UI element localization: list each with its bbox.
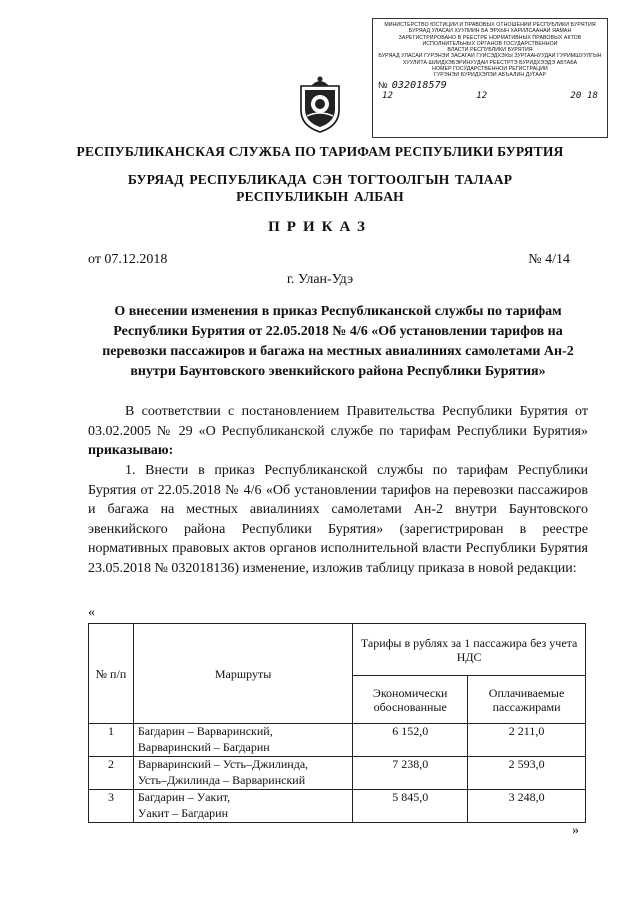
table-row bbox=[89, 724, 586, 757]
table-row bbox=[89, 790, 586, 823]
registration-stamp bbox=[372, 18, 608, 138]
row-route bbox=[133, 757, 352, 790]
row-econ: 5 845,0 bbox=[353, 790, 468, 823]
stamp-reg-prefix: № bbox=[378, 79, 388, 90]
document-title: О внесении изменения в приказ Республиканской службы по тарифам Республики Бурятия от 22.05.2018 № 4/6 «Об установлении тарифов на перевозки пассажиров и багажа на местных авиалиниях самолетами Ан-2 внутри Баунтовского эвенкийского района Республики Бурятия» bbox=[102, 304, 574, 379]
route-line: Варваринский – Усть–Джилинда, bbox=[137, 757, 309, 771]
order-word: приказываю: bbox=[88, 443, 174, 458]
agency-name-ru: РЕСПУБЛИКАНСКАЯ СЛУЖБА ПО ТАРИФАМ РЕСПУБЛИКИ БУРЯТИЯ bbox=[76, 144, 564, 159]
row-route bbox=[133, 724, 352, 757]
row-econ: 7 238,0 bbox=[353, 757, 468, 790]
quote-open: « bbox=[88, 605, 95, 620]
stamp-reg-number bbox=[378, 79, 602, 91]
document-date: от 07.12.2018 bbox=[88, 252, 168, 267]
document-city: г. Улан-Удэ bbox=[286, 272, 354, 287]
stamp-line: ЗАРЕГИСТРИРОВАНО В РЕЕСТРЕ НОРМАТИВНЫХ ПРАВОВЫХ АКТОВ bbox=[398, 34, 582, 41]
document-number: № 4/14 bbox=[528, 252, 570, 267]
col-header-tariffs: Тарифы в рублях за 1 пассажира без учета НДС bbox=[353, 624, 586, 676]
paragraph-basis-text: В соответствии с постановлением Правительства Республики Бурятия от 03.02.2005 № 29 «О Республиканской службе по тарифам Республики Бурятия» bbox=[88, 404, 588, 439]
col-header-number: № п/п bbox=[89, 624, 134, 724]
stamp-date bbox=[378, 90, 602, 101]
route-line: Усть–Джилинда – Варваринский bbox=[137, 772, 306, 787]
quote-close: » bbox=[572, 823, 579, 838]
agency-name-bua bbox=[0, 171, 640, 205]
table-row bbox=[89, 757, 586, 790]
row-route bbox=[133, 790, 352, 823]
stamp-date-day: 12 bbox=[382, 90, 394, 101]
stamp-line: ВЛАСТИ РЕСПУБЛИКИ БУРЯТИЯ bbox=[447, 47, 533, 54]
stamp-line: ХУУЛИТА ШИИДХЭБЭРИНУУДАЙ РЕЕСТРТЭ БУРИДХЭЭДЭ АБТАБА bbox=[402, 59, 578, 66]
document-type: ПРИКАЗ bbox=[268, 219, 372, 235]
route-line: Багдарин – Уакит, bbox=[137, 790, 231, 804]
stamp-date-month: 12 bbox=[476, 90, 488, 101]
row-paid: 2 211,0 bbox=[468, 724, 586, 757]
emblem-icon bbox=[297, 74, 343, 134]
paragraph-basis bbox=[88, 402, 588, 461]
stamp-line: МИНИСТЕРСТВО ЮСТИЦИИ И ПРАВОВЫХ ОТНОШЕНИЙ РЕСПУБЛИКИ БУРЯТИЯ bbox=[384, 22, 596, 28]
row-paid: 3 248,0 bbox=[468, 790, 586, 823]
row-number: 1 bbox=[89, 724, 134, 757]
paragraph-item-1: 1. Внести в приказ Республиканской службы по тарифам Республики Бурятия от 22.05.2018 № 4/6 «Об установлении тарифов на перевозки пассажиров и багажа на местных авиалиниях самолетами Ан-2 внутри Баунтовского эвенкийского района Республики Бурятия» (зарегистрирован в реестре нормативных правовых актов органов исполнительной власти Республики Бурятия 23.05.2018 № 032018136) изменение, изложив таблицу приказа в новой редакции: bbox=[88, 463, 588, 576]
row-econ: 6 152,0 bbox=[353, 724, 468, 757]
stamp-line: БУРЯАД УЛАСАЙ ГУРЭНЭЙ ЗАСАГАЙ ГУЙСЭДХЭХЫ ЗУРГААНУУДАЙ ГУРИМШУУЛГЫН bbox=[378, 53, 602, 60]
stamp-date-year: 20 18 bbox=[570, 90, 598, 101]
route-line: Багдарин – Варваринский, bbox=[137, 724, 273, 738]
route-line: Варваринский – Багдарин bbox=[137, 739, 270, 754]
row-paid: 2 593,0 bbox=[468, 757, 586, 790]
agency-name-bua-line2: РЕСПУБЛИКЫН АЛБАН bbox=[236, 189, 404, 204]
stamp-line: НОМЕР ГОСУДАРСТВЕННОЙ РЕГИСТРАЦИИ bbox=[432, 66, 548, 73]
row-number: 3 bbox=[89, 790, 134, 823]
col-header-paid: Оплачиваемые пассажирами bbox=[468, 676, 586, 724]
stamp-line: БУРЯАД УЛАСАЙ ХУУЛИИН БА ЭРХЫН ХАРИЛСААНАЙ ЯАМАН bbox=[408, 28, 572, 35]
col-header-econ: Экономически обоснованные bbox=[353, 676, 468, 724]
route-line: Уакит – Багдарин bbox=[137, 805, 229, 820]
stamp-line: ГУРЭНЭЙ БУРИДХЭЛЭЙ АБЪАЛИН ДУГААР bbox=[433, 72, 547, 79]
stamp-line: ИСПОЛНИТЕЛЬНЫХ ОРГАНОВ ГОСУДАРСТВЕННОЙ bbox=[422, 40, 558, 47]
tariff-table bbox=[88, 623, 586, 823]
agency-name-bua-line1: БУРЯАД РЕСПУБЛИКАДА СЭН ТОГТООЛГЫН ТАЛААР bbox=[127, 172, 513, 187]
row-number: 2 bbox=[89, 757, 134, 790]
stamp-reg-value: 032018579 bbox=[391, 79, 447, 91]
col-header-route: Маршруты bbox=[133, 624, 352, 724]
